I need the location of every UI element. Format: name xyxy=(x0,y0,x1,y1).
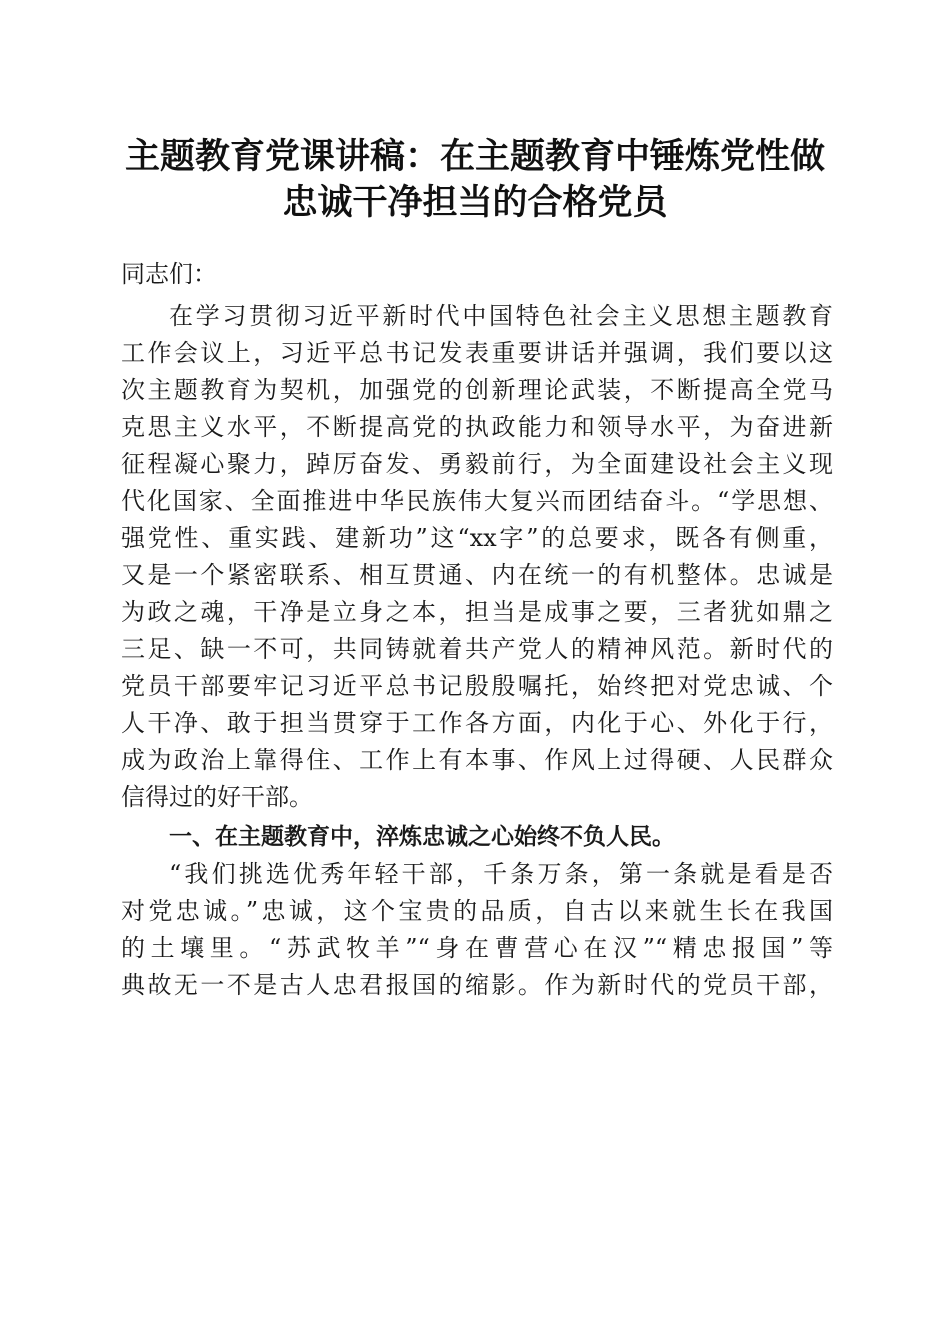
text-line: 的土壤里。“苏武牧羊”“身在曹营心在汉”“精忠报国”等 xyxy=(121,934,833,962)
text-line: 克思主义水平，不断提高党的执政能力和领导水平，为奋进新 xyxy=(121,413,833,441)
text-line: 三足、缺一不可，共同铸就着共产党人的精神风范。新时代的 xyxy=(121,635,833,663)
text-line: 代化国家、全面推进中华民族伟大复兴而团结奋斗。“学思想、 xyxy=(121,487,833,515)
text-line: 对党忠诚。”忠诚，这个宝贵的品质，自古以来就生长在我国 xyxy=(121,897,833,925)
paragraph-2 xyxy=(121,856,833,1004)
text-line: 为政之魂，干净是立身之本，担当是成事之要，三者犹如鼎之 xyxy=(121,598,833,626)
text-line: “我们挑选优秀年轻干部，千条万条，第一条就是看是否 xyxy=(169,860,833,888)
text-line: 人干净、敢于担当贯穿于工作各方面，内化于心、外化于行， xyxy=(121,709,833,737)
text-line: 在学习贯彻习近平新时代中国特色社会主义思想主题教育 xyxy=(169,302,833,330)
text-line: 工作会议上，习近平总书记发表重要讲话并强调，我们要以这 xyxy=(121,339,833,367)
section-heading-1: 一、在主题教育中，淬炼忠诚之心始终不负人民。 xyxy=(169,824,675,850)
document-title xyxy=(100,134,850,226)
title-line-2: 忠诚干净担当的合格党员 xyxy=(282,182,668,223)
text-line: 信得过的好干部。 xyxy=(121,783,313,811)
text-line: 又是一个紧密联系、相互贯通、内在统一的有机整体。忠诚是 xyxy=(121,561,833,589)
text-line: 次主题教育为契机，加强党的创新理论武装，不断提高全党马 xyxy=(121,376,833,404)
text-line: 征程凝心聚力，踔厉奋发、勇毅前行，为全面建设社会主义现 xyxy=(121,450,833,478)
paragraph-1 xyxy=(121,298,833,816)
salutation: 同志们： xyxy=(121,260,217,288)
text-line: 典故无一不是古人忠君报国的缩影。作为新时代的党员干部， xyxy=(121,971,833,999)
text-line: 成为政治上靠得住、工作上有本事、作风上过得硬、人民群众 xyxy=(121,746,833,774)
document-body xyxy=(121,256,833,1004)
text-line: 强党性、重实践、建新功”这“xx字”的总要求，既各有侧重， xyxy=(121,524,833,552)
text-line: 党员干部要牢记习近平总书记殷殷嘱托，始终把对党忠诚、个 xyxy=(121,672,833,700)
title-line-1: 主题教育党课讲稿：在主题教育中锤炼党性做 xyxy=(124,136,825,177)
